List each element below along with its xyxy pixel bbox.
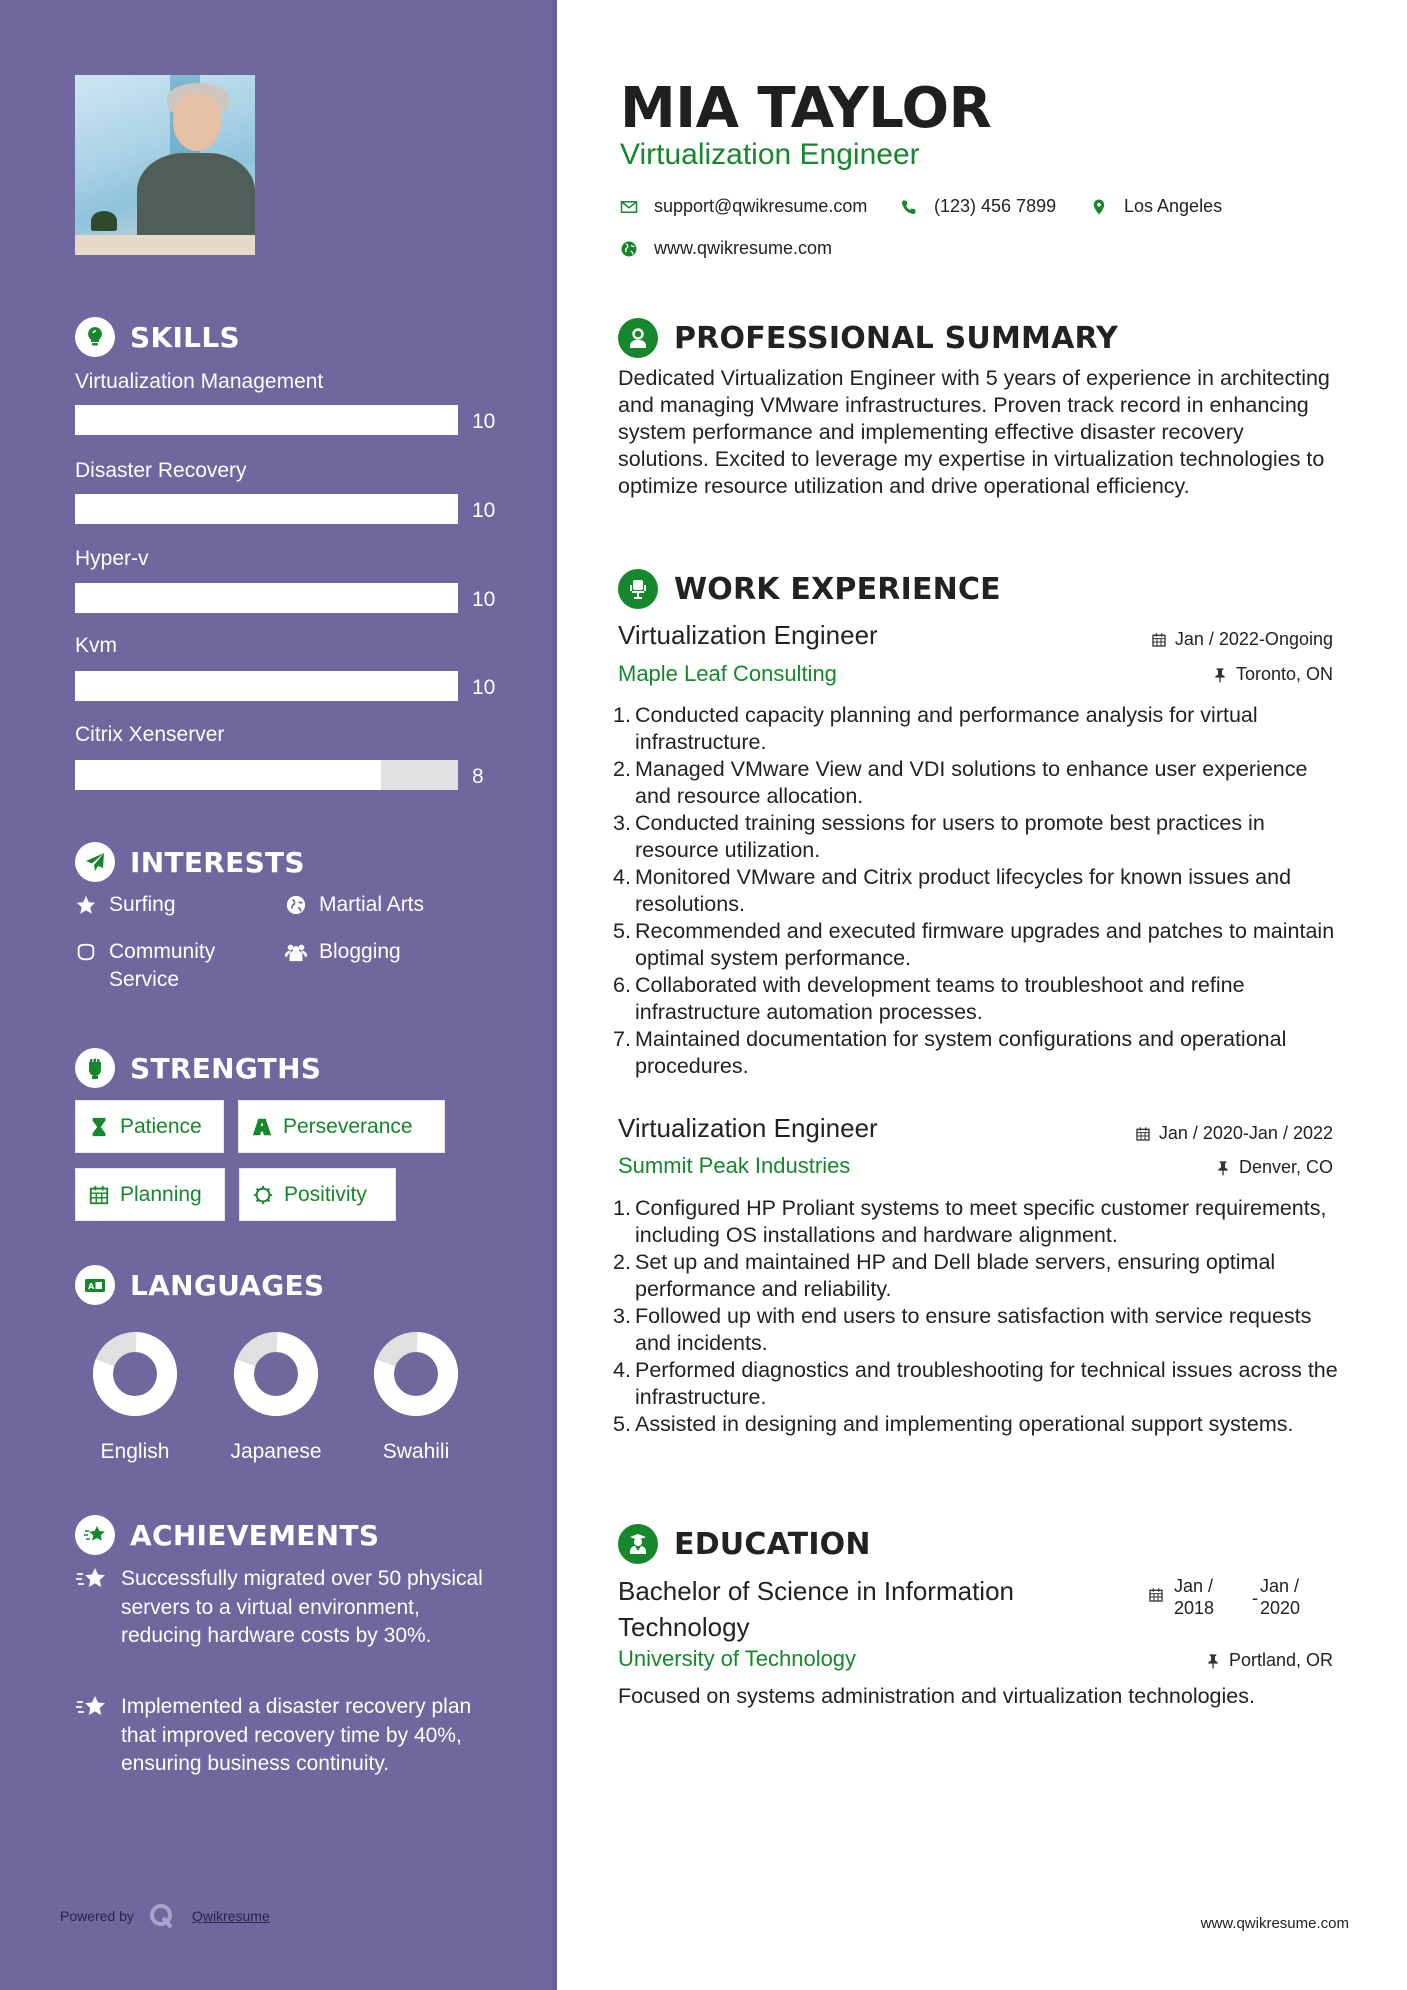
skill-value: 10 (472, 410, 496, 433)
bullet-item: Followed up with end users to ensure satisfaction with service requests and incidents. (635, 1304, 1312, 1355)
pushpin-icon (1205, 1653, 1221, 1669)
lightbulb-icon (75, 317, 115, 357)
company-name: Maple Leaf Consulting (618, 661, 837, 686)
bullet-item: Monitored VMware and Citrix product lifecycles for known issues and resolutions. (635, 865, 1292, 916)
skill-label: Citrix Xenserver (75, 723, 225, 746)
bullet-item: Maintained documentation for system configurations and operational procedures. (635, 1027, 1287, 1078)
skill-value: 8 (472, 765, 484, 788)
powered-by: Powered by Qwikresume (60, 1902, 270, 1930)
education-location: Portland, OR (1205, 1650, 1333, 1671)
language-donut (234, 1332, 318, 1416)
candidate-name: MIA TAYLOR (620, 76, 992, 141)
star-icon (75, 894, 97, 916)
candidate-title: Virtualization Engineer (620, 138, 920, 171)
map-pin-icon (1090, 198, 1108, 216)
profile-photo (75, 75, 255, 255)
hand-icon (75, 941, 97, 963)
school-name: University of Technology (618, 1646, 857, 1671)
users-icon (285, 941, 307, 963)
contact-phone: (123) 456 7899 (900, 196, 1056, 217)
skill-value: 10 (472, 588, 496, 611)
language-icon (75, 1265, 115, 1305)
summary-heading: PROFESSIONAL SUMMARY (618, 318, 1118, 358)
calendar-icon (1148, 1587, 1164, 1603)
education-dates: Jan / 2018 - Jan / 2020 (1148, 1575, 1330, 1619)
road-icon (251, 1116, 273, 1138)
experience-heading: WORK EXPERIENCE (618, 569, 1001, 609)
pushpin-icon (1215, 1160, 1231, 1176)
skill-bar (75, 583, 458, 613)
bullet-item: Configured HP Proliant systems to meet specific customer requirements, including OS installations and hardware alignment. (635, 1196, 1327, 1247)
globe-icon (620, 240, 638, 258)
job-dates: Jan / 2020-Jan / 2022 (1135, 1123, 1333, 1144)
skill-bar (75, 671, 458, 701)
skill-label: Virtualization Management (75, 370, 324, 393)
contact-email (620, 196, 867, 217)
graduate-icon (618, 1524, 658, 1564)
strengths-heading: STRENGTHS (75, 1048, 321, 1088)
bullet-item: Conducted training sessions for users to promote best practices in resource utilization. (635, 811, 1265, 862)
education-heading: EDUCATION (618, 1524, 871, 1564)
footer-url[interactable]: www.qwikresume.com (1200, 1915, 1349, 1932)
contact-location: Los Angeles (1090, 196, 1222, 217)
user-icon (618, 318, 658, 358)
pushpin-icon (1212, 667, 1228, 683)
achievement-item: Implemented a disaster recovery plan that improved recovery time by 40%, ensuring business continuity. (75, 1693, 495, 1779)
language-donut (93, 1332, 177, 1416)
strength-chip: Perseverance (238, 1100, 445, 1153)
language-item: Japanese (221, 1332, 331, 1464)
achievements-heading: ACHIEVEMENTS (75, 1515, 379, 1555)
strength-chip: Planning (75, 1168, 225, 1221)
fist-icon (75, 1048, 115, 1088)
interest-item: Surfing (75, 891, 176, 919)
star-badge-icon (75, 1693, 109, 1723)
globe-icon (285, 894, 307, 916)
skill-bar (75, 494, 458, 524)
interest-item: Blogging (285, 938, 401, 966)
skill-label: Disaster Recovery (75, 459, 247, 482)
website-link[interactable]: www.qwikresume.com (654, 238, 833, 258)
contact-website (620, 238, 832, 259)
bullet-item: Set up and maintained HP and Dell blade servers, ensuring optimal performance and reliability. (635, 1250, 1276, 1301)
bullet-item: Assisted in designing and implementing operational support systems. (635, 1412, 1294, 1436)
bullet-item: Recommended and executed firmware upgrades and patches to maintain optimal system performance. (635, 919, 1335, 970)
job-bullets (613, 1195, 1343, 1438)
skill-value: 10 (472, 676, 496, 699)
end-date: Jan / 2020 (1260, 1576, 1301, 1618)
job-location: Toronto, ON (1212, 664, 1333, 685)
chair-icon (618, 569, 658, 609)
interest-item: Community Service (75, 938, 275, 994)
degree-title: Bachelor of Science in Information Technology (618, 1576, 1014, 1642)
envelope-icon (620, 198, 638, 216)
bullet-item: Collaborated with development teams to troubleshoot and refine infrastructure automation processes. (635, 973, 1245, 1024)
calendar-icon (88, 1184, 110, 1206)
star-badge-icon (75, 1515, 115, 1555)
bullet-item: Performed diagnostics and troubleshooting for technical issues across the infrastructure. (635, 1358, 1338, 1409)
strength-chip: Positivity (239, 1168, 396, 1221)
bullet-item: Managed VMware View and VDI solutions to enhance user experience and resource allocation. (635, 757, 1308, 808)
star-badge-icon (75, 1565, 109, 1595)
hourglass-icon (88, 1116, 110, 1138)
skill-label: Kvm (75, 634, 117, 657)
bullet-item: Conducted capacity planning and performance analysis for virtual infrastructure. (635, 703, 1258, 754)
summary-text: Dedicated Virtualization Engineer with 5 years of experience in architecting and managing VMware infrastructures. Proven track record in enhancing system performance and implementing effective disaster recovery solutions. Excited to leverage my expertise in virtualization technologies to optimize resource utilization and drive operational efficiency. (618, 366, 1330, 498)
phone-icon (900, 198, 918, 216)
language-donut (374, 1332, 458, 1416)
achievement-item: Successfully migrated over 50 physical servers to a virtual environment, reducing hardware costs by 30%. (75, 1565, 495, 1651)
qwikresume-link[interactable]: Qwikresume (191, 1908, 270, 1924)
education-description: Focused on systems administration and virtualization technologies. (618, 1684, 1255, 1708)
calendar-icon (1135, 1126, 1151, 1142)
company-name: Summit Peak Industries (618, 1153, 851, 1178)
skill-bar (75, 405, 458, 435)
start-date: Jan / 2018 (1174, 1576, 1215, 1618)
skill-bar (75, 760, 458, 790)
job-bullets (613, 702, 1343, 1080)
skills-heading: SKILLS (75, 317, 240, 357)
skill-label: Hyper-v (75, 547, 149, 570)
job-dates: Jan / 2022-Ongoing (1151, 629, 1333, 650)
sidebar (0, 0, 557, 1990)
email-link[interactable]: support@qwikresume.com (654, 196, 868, 216)
svg-text:A: A (88, 1282, 95, 1291)
interest-item: Martial Arts (285, 891, 424, 919)
calendar-icon (1151, 632, 1167, 648)
interests-heading: INTERESTS (75, 842, 305, 882)
job-location: Denver, CO (1215, 1157, 1333, 1178)
job-title: Virtualization Engineer (618, 1113, 878, 1143)
skill-value: 10 (472, 499, 496, 522)
job-title: Virtualization Engineer (618, 620, 878, 650)
paper-plane-icon (75, 842, 115, 882)
strength-chip: Patience (75, 1100, 224, 1153)
sun-icon (252, 1184, 274, 1206)
language-item: Swahili (361, 1332, 471, 1464)
qwikresume-logo-icon (148, 1902, 176, 1930)
languages-heading: A LANGUAGES (75, 1265, 324, 1305)
language-item: English (80, 1332, 190, 1464)
